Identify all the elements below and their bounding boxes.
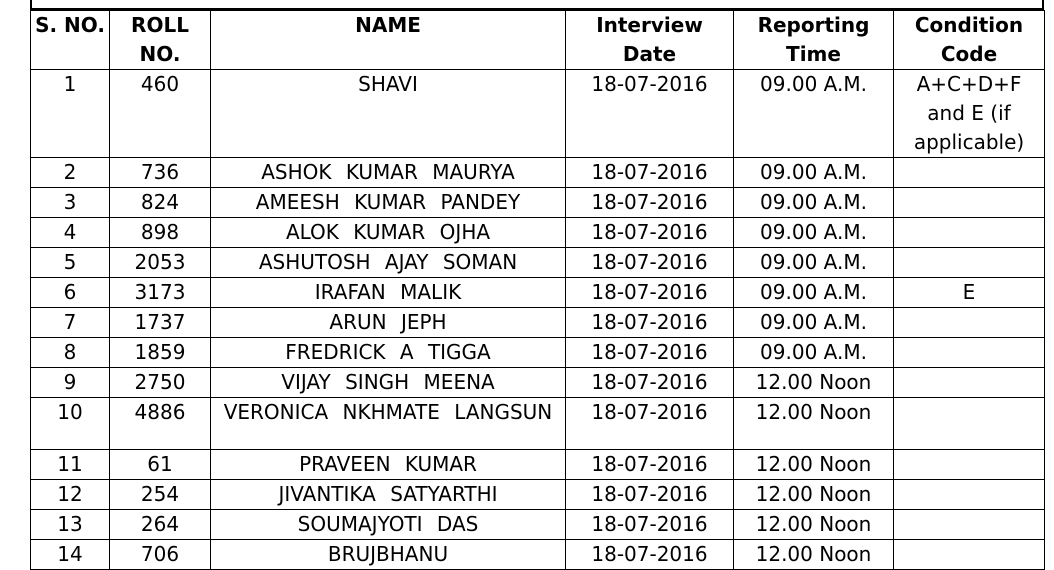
- cell-sno: 12: [31, 480, 110, 510]
- cell-date: 18-07-2016: [566, 218, 734, 248]
- cell-date: 18-07-2016: [566, 338, 734, 368]
- cell-roll: 3173: [110, 278, 211, 308]
- header-name: NAME: [211, 11, 566, 70]
- cell-roll: 736: [110, 158, 211, 188]
- cell-sno: 5: [31, 248, 110, 278]
- cell-sno: 4: [31, 218, 110, 248]
- cell-code: [894, 368, 1045, 398]
- cell-sno: 11: [31, 450, 110, 480]
- cell-name: FREDRICK A TIGGA: [211, 338, 566, 368]
- interview-schedule-table: [30, 10, 1045, 570]
- cell-code: [894, 450, 1045, 480]
- cell-time: 12.00 Noon: [734, 368, 894, 398]
- cell-sno: 13: [31, 510, 110, 540]
- cell-date: 18-07-2016: [566, 248, 734, 278]
- cell-time: 12.00 Noon: [734, 450, 894, 480]
- cell-date: 18-07-2016: [566, 480, 734, 510]
- cell-name: ARUN JEPH: [211, 308, 566, 338]
- cell-code: [894, 218, 1045, 248]
- cell-roll: 460: [110, 70, 211, 158]
- cell-time: 09.00 A.M.: [734, 158, 894, 188]
- cell-time: 12.00 Noon: [734, 398, 894, 450]
- cell-sno: 6: [31, 278, 110, 308]
- table-row: [31, 158, 1045, 188]
- header-row: [31, 11, 1045, 70]
- cell-name: BRUJBHANU: [211, 540, 566, 570]
- cell-code: [894, 158, 1045, 188]
- header-code: Condition Code: [894, 11, 1045, 70]
- table-row: [31, 248, 1045, 278]
- cell-date: 18-07-2016: [566, 450, 734, 480]
- cell-sno: 14: [31, 540, 110, 570]
- table-row: [31, 338, 1045, 368]
- cell-time: 09.00 A.M.: [734, 188, 894, 218]
- cell-roll: 61: [110, 450, 211, 480]
- cell-date: 18-07-2016: [566, 188, 734, 218]
- table-top-border: [30, 0, 1044, 10]
- cell-date: 18-07-2016: [566, 540, 734, 570]
- cell-roll: 824: [110, 188, 211, 218]
- cell-code: [894, 338, 1045, 368]
- cell-date: 18-07-2016: [566, 368, 734, 398]
- cell-roll: 898: [110, 218, 211, 248]
- table-row: [31, 308, 1045, 338]
- cell-name: SOUMAJYOTI DAS: [211, 510, 566, 540]
- table-body: [31, 70, 1045, 570]
- cell-name: VERONICA NKHMATE LANGSUN: [211, 398, 566, 450]
- cell-date: 18-07-2016: [566, 398, 734, 450]
- cell-sno: 9: [31, 368, 110, 398]
- table-row: [31, 218, 1045, 248]
- header-sno: S. NO.: [31, 11, 110, 70]
- cell-time: 09.00 A.M.: [734, 338, 894, 368]
- table-row: [31, 70, 1045, 158]
- cell-roll: 2053: [110, 248, 211, 278]
- cell-name: JIVANTIKA SATYARTHI: [211, 480, 566, 510]
- cell-roll: 254: [110, 480, 211, 510]
- table-row: [31, 188, 1045, 218]
- cell-sno: 1: [31, 70, 110, 158]
- cell-name: SHAVI: [211, 70, 566, 158]
- cell-date: 18-07-2016: [566, 278, 734, 308]
- cell-name: VIJAY SINGH MEENA: [211, 368, 566, 398]
- cell-roll: 1859: [110, 338, 211, 368]
- cell-code: [894, 510, 1045, 540]
- table-row: [31, 480, 1045, 510]
- cell-code: [894, 480, 1045, 510]
- cell-date: 18-07-2016: [566, 308, 734, 338]
- table-row: [31, 278, 1045, 308]
- cell-roll: 2750: [110, 368, 211, 398]
- cell-sno: 8: [31, 338, 110, 368]
- cell-time: 09.00 A.M.: [734, 248, 894, 278]
- cell-code: [894, 248, 1045, 278]
- cell-roll: 264: [110, 510, 211, 540]
- cell-name: ASHOK KUMAR MAURYA: [211, 158, 566, 188]
- cell-date: 18-07-2016: [566, 70, 734, 158]
- cell-name: PRAVEEN KUMAR: [211, 450, 566, 480]
- cell-code: A+C+D+F and E (if applicable): [894, 70, 1045, 158]
- cell-sno: 7: [31, 308, 110, 338]
- cell-code: [894, 188, 1045, 218]
- header-date: Interview Date: [566, 11, 734, 70]
- cell-sno: 3: [31, 188, 110, 218]
- table-row: [31, 368, 1045, 398]
- cell-time: 12.00 Noon: [734, 480, 894, 510]
- cell-name: IRAFAN MALIK: [211, 278, 566, 308]
- cell-code: E: [894, 278, 1045, 308]
- table-row: [31, 450, 1045, 480]
- cell-name: AMEESH KUMAR PANDEY: [211, 188, 566, 218]
- cell-date: 18-07-2016: [566, 158, 734, 188]
- cell-date: 18-07-2016: [566, 510, 734, 540]
- header-roll: ROLL NO.: [110, 11, 211, 70]
- header-time: Reporting Time: [734, 11, 894, 70]
- cell-roll: 1737: [110, 308, 211, 338]
- cell-name: ASHUTOSH AJAY SOMAN: [211, 248, 566, 278]
- cell-time: 12.00 Noon: [734, 540, 894, 570]
- cell-time: 09.00 A.M.: [734, 218, 894, 248]
- table-row: [31, 510, 1045, 540]
- table-row: [31, 540, 1045, 570]
- cell-time: 12.00 Noon: [734, 510, 894, 540]
- cell-name: ALOK KUMAR OJHA: [211, 218, 566, 248]
- table-row: [31, 398, 1045, 450]
- cell-time: 09.00 A.M.: [734, 278, 894, 308]
- cell-code: [894, 308, 1045, 338]
- cell-code: [894, 540, 1045, 570]
- cell-time: 09.00 A.M.: [734, 308, 894, 338]
- cell-sno: 10: [31, 398, 110, 450]
- cell-time: 09.00 A.M.: [734, 70, 894, 158]
- cell-sno: 2: [31, 158, 110, 188]
- cell-roll: 706: [110, 540, 211, 570]
- cell-code: [894, 398, 1045, 450]
- cell-roll: 4886: [110, 398, 211, 450]
